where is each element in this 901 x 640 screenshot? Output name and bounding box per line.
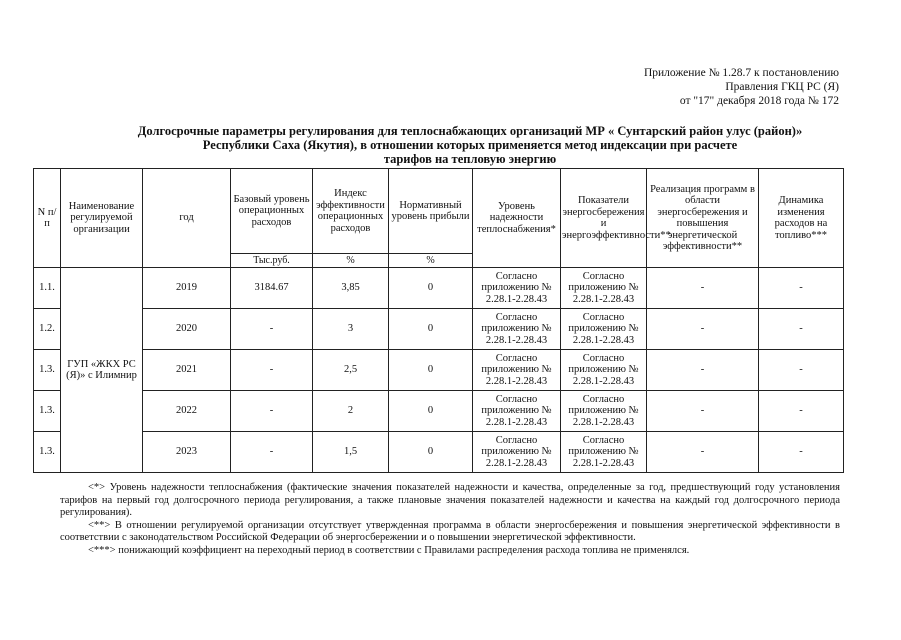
document-title [70, 124, 870, 166]
unit-index: % [313, 254, 389, 268]
header-reliability: Уровень надежности теплоснабжения* [473, 169, 561, 268]
cell-programs: - [647, 391, 759, 432]
title-line-2: Республики Саха (Якутия), в отношении которых применяется метод индексации при расчете [202, 138, 738, 152]
cell-fuel: - [759, 391, 844, 432]
cell-index: 3,85 [313, 268, 389, 309]
cell-reliability: Согласно приложению № 2.28.1-2.28.43 [473, 268, 561, 309]
table-row [34, 432, 844, 473]
cell-year: 2023 [143, 432, 231, 473]
title-line-3: тарифов на тепловую энергию [383, 152, 557, 166]
cell-org: ГУП «ЖКХ РС (Я)» с Илимнир [61, 268, 143, 473]
title-line-1: Долгосрочные параметры регулирования для теплоснабжающих организаций МР « Сунтарский район улус (район)» [137, 124, 803, 138]
header-programs: Реализация программ в области энергосбережения и повышения энергетической эффективности** [647, 169, 759, 268]
table-row [34, 391, 844, 432]
cell-programs: - [647, 432, 759, 473]
cell-index: 1,5 [313, 432, 389, 473]
unit-profit: % [389, 254, 473, 268]
header-index: Индекс эффективности операционных расходов [313, 169, 389, 254]
cell-reliability: Согласно приложению № 2.28.1-2.28.43 [473, 350, 561, 391]
cell-base: - [231, 391, 313, 432]
cell-reliability: Согласно приложению № 2.28.1-2.28.43 [473, 391, 561, 432]
cell-index: 2 [313, 391, 389, 432]
header-fuel: Динамика изменения расходов на топливо*** [759, 169, 844, 268]
header-profit: Нормативный уровень прибыли [389, 169, 473, 254]
cell-profit: 0 [389, 309, 473, 350]
cell-reliability: Согласно приложению № 2.28.1-2.28.43 [473, 432, 561, 473]
header-org: Наименование регулируемой организации [61, 169, 143, 268]
cell-profit: 0 [389, 268, 473, 309]
table-row [34, 350, 844, 391]
appendix-line-1: Приложение № 1.28.7 к постановлению [643, 67, 839, 79]
cell-base: - [231, 432, 313, 473]
cell-num: 1.3. [34, 432, 61, 473]
cell-year: 2021 [143, 350, 231, 391]
appendix-header [644, 66, 839, 108]
table-row [34, 268, 844, 309]
cell-year: 2020 [143, 309, 231, 350]
cell-base: - [231, 309, 313, 350]
cell-fuel: - [759, 350, 844, 391]
cell-programs: - [647, 350, 759, 391]
header-year: год [143, 169, 231, 268]
cell-programs: - [647, 268, 759, 309]
cell-fuel: - [759, 432, 844, 473]
footnote-3: <***> понижающий коэффициент на переходный период в соответствии с Правилами распределения расхода топлива не применялся. [88, 544, 690, 556]
cell-num: 1.3. [34, 391, 61, 432]
cell-fuel: - [759, 268, 844, 309]
cell-reliability: Согласно приложению № 2.28.1-2.28.43 [473, 309, 561, 350]
cell-programs: - [647, 309, 759, 350]
cell-num: 1.1. [34, 268, 61, 309]
cell-num: 1.3. [34, 350, 61, 391]
header-num: N п/п [34, 169, 61, 268]
cell-year: 2019 [143, 268, 231, 309]
unit-base: Тыс.руб. [231, 254, 313, 268]
cell-profit: 0 [389, 432, 473, 473]
cell-index: 2,5 [313, 350, 389, 391]
header-energy-eff: Показатели энергосбережения и энергоэффективности** [561, 169, 647, 268]
footnote-2: <**> В отношении регулируемой организации отсутствует утвержденная программа в области энергосбережения и повышения энергетической эффективности в соответствии с законодательством Российской Федерации об энергосбережении и о повышении энергетической эффективности. [60, 519, 840, 543]
cell-energy-eff: Согласно приложению № 2.28.1-2.28.43 [561, 309, 647, 350]
cell-fuel: - [759, 309, 844, 350]
table-row [34, 309, 844, 350]
table-header-row [34, 169, 844, 254]
cell-index: 3 [313, 309, 389, 350]
cell-energy-eff: Согласно приложению № 2.28.1-2.28.43 [561, 350, 647, 391]
cell-base: 3184.67 [231, 268, 313, 309]
cell-profit: 0 [389, 391, 473, 432]
appendix-line-2: Правления ГКЦ РС (Я) [725, 81, 839, 93]
footnotes [60, 482, 840, 557]
cell-base: - [231, 350, 313, 391]
cell-num: 1.2. [34, 309, 61, 350]
parameters-table [33, 168, 844, 473]
cell-energy-eff: Согласно приложению № 2.28.1-2.28.43 [561, 391, 647, 432]
appendix-line-3: от "17" декабря 2018 года № 172 [679, 95, 839, 107]
header-base: Базовый уровень операционных расходов [231, 169, 313, 254]
cell-energy-eff: Согласно приложению № 2.28.1-2.28.43 [561, 268, 647, 309]
cell-energy-eff: Согласно приложению № 2.28.1-2.28.43 [561, 432, 647, 473]
cell-year: 2022 [143, 391, 231, 432]
footnote-1: <*> Уровень надежности теплоснабжения (фактические значения показателей надежности и качества, определенные за год, предшествующий году установления тарифов на первый год долгосрочного периода регулирования, а также плановые значения показателей надежности и качества на каждый год долгосрочного периода регулирования). [60, 482, 840, 518]
cell-profit: 0 [389, 350, 473, 391]
